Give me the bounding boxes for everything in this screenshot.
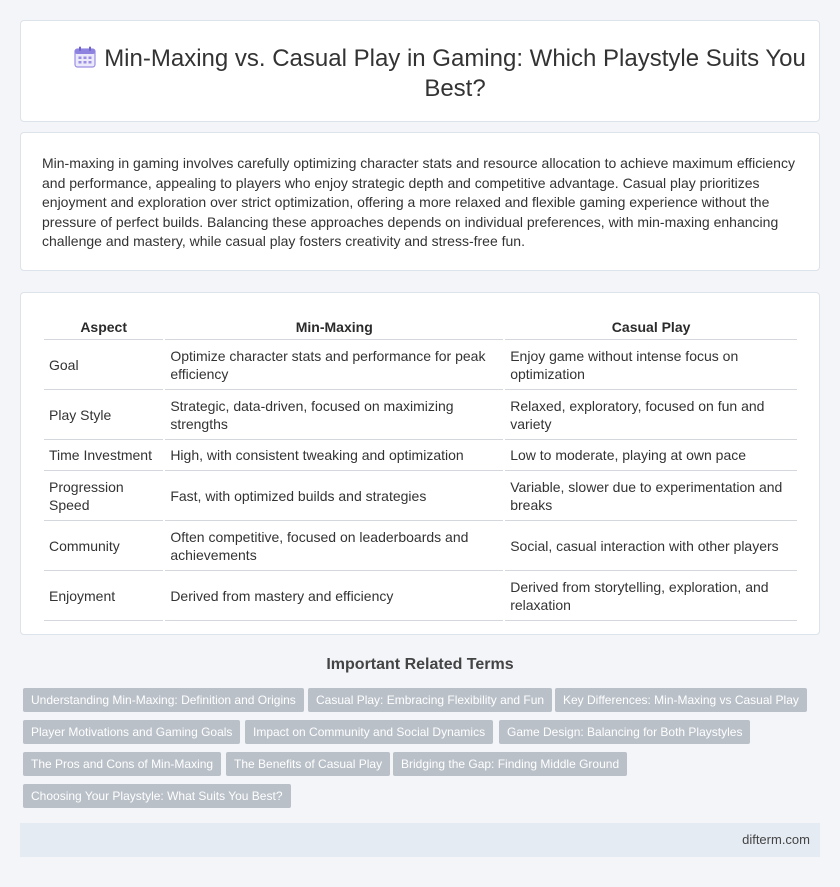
- intro-card: [20, 132, 820, 271]
- aspect-cell: Time Investment: [44, 440, 163, 471]
- table-row: [44, 340, 797, 390]
- casual-play-cell: Social, casual interaction with other players: [505, 521, 797, 571]
- min-maxing-cell: Strategic, data-driven, focused on maximizing strengths: [165, 390, 503, 440]
- comparison-table: [42, 315, 799, 621]
- aspect-cell: Play Style: [44, 390, 163, 440]
- related-term-tag[interactable]: Player Motivations and Gaming Goals: [23, 720, 240, 744]
- page-title: Min-Maxing vs. Casual Play in Gaming: Which Playstyle Suits You Best?: [104, 45, 806, 102]
- related-terms-heading: Important Related Terms: [326, 656, 514, 673]
- casual-play-cell: Relaxed, exploratory, focused on fun and variety: [505, 390, 797, 440]
- table-header-row: [44, 315, 797, 340]
- table-row: [44, 390, 797, 440]
- aspect-cell: Goal: [44, 340, 163, 390]
- casual-play-cell: Variable, slower due to experimentation and breaks: [505, 471, 797, 521]
- footer-site-link[interactable]: difterm.com: [742, 832, 810, 847]
- related-term-tag[interactable]: Casual Play: Embracing Flexibility and Fun: [308, 688, 552, 712]
- related-term-tag[interactable]: The Pros and Cons of Min-Maxing: [23, 752, 221, 776]
- min-maxing-cell: Optimize character stats and performance for peak efficiency: [165, 340, 503, 390]
- aspect-cell: Enjoyment: [44, 571, 163, 621]
- min-maxing-cell: Fast, with optimized builds and strategies: [165, 471, 503, 521]
- aspect-cell: Community: [44, 521, 163, 571]
- min-maxing-cell: Often competitive, focused on leaderboards and achievements: [165, 521, 503, 571]
- related-term-tag[interactable]: Understanding Min-Maxing: Definition and Origins: [23, 688, 304, 712]
- table-header-cell: Aspect: [44, 315, 163, 340]
- casual-play-cell: Low to moderate, playing at own pace: [505, 440, 797, 471]
- calendar-icon: [74, 46, 96, 68]
- table-row: [44, 471, 797, 521]
- table-row: [44, 571, 797, 621]
- related-term-tag[interactable]: Bridging the Gap: Finding Middle Ground: [393, 752, 627, 776]
- related-term-tag[interactable]: Impact on Community and Social Dynamics: [245, 720, 493, 744]
- related-term-tag[interactable]: The Benefits of Casual Play: [226, 752, 390, 776]
- table-header-cell: Min-Maxing: [165, 315, 503, 340]
- related-term-tag[interactable]: Game Design: Balancing for Both Playstyles: [499, 720, 750, 744]
- title-card: [20, 20, 820, 122]
- table-row: [44, 521, 797, 571]
- comparison-card: [20, 292, 820, 635]
- intro-paragraph: Min-maxing in gaming involves carefully optimizing character stats and resource allocation to achieve maximum efficiency and performance, appealing to players who enjoy strategic depth and competitive advantage. Casual play prioritizes enjoyment and exploration over strict optimization, offering a more relaxed and flexible gaming experience without the pressure of perfect builds. Balancing these approaches depends on individual preferences, with min-maxing enhancing challenge and mastery, while casual play fosters creativity and stress-free fun.: [42, 155, 795, 249]
- min-maxing-cell: High, with consistent tweaking and optimization: [165, 440, 503, 471]
- related-term-tag[interactable]: Key Differences: Min-Maxing vs Casual Play: [555, 688, 807, 712]
- related-term-tag[interactable]: Choosing Your Playstyle: What Suits You Best?: [23, 784, 291, 808]
- aspect-cell: Progression Speed: [44, 471, 163, 521]
- casual-play-cell: Enjoy game without intense focus on optimization: [505, 340, 797, 390]
- casual-play-cell: Derived from storytelling, exploration, and relaxation: [505, 571, 797, 621]
- table-header-cell: Casual Play: [505, 315, 797, 340]
- footer: [20, 823, 820, 857]
- table-row: [44, 440, 797, 471]
- min-maxing-cell: Derived from mastery and efficiency: [165, 571, 503, 621]
